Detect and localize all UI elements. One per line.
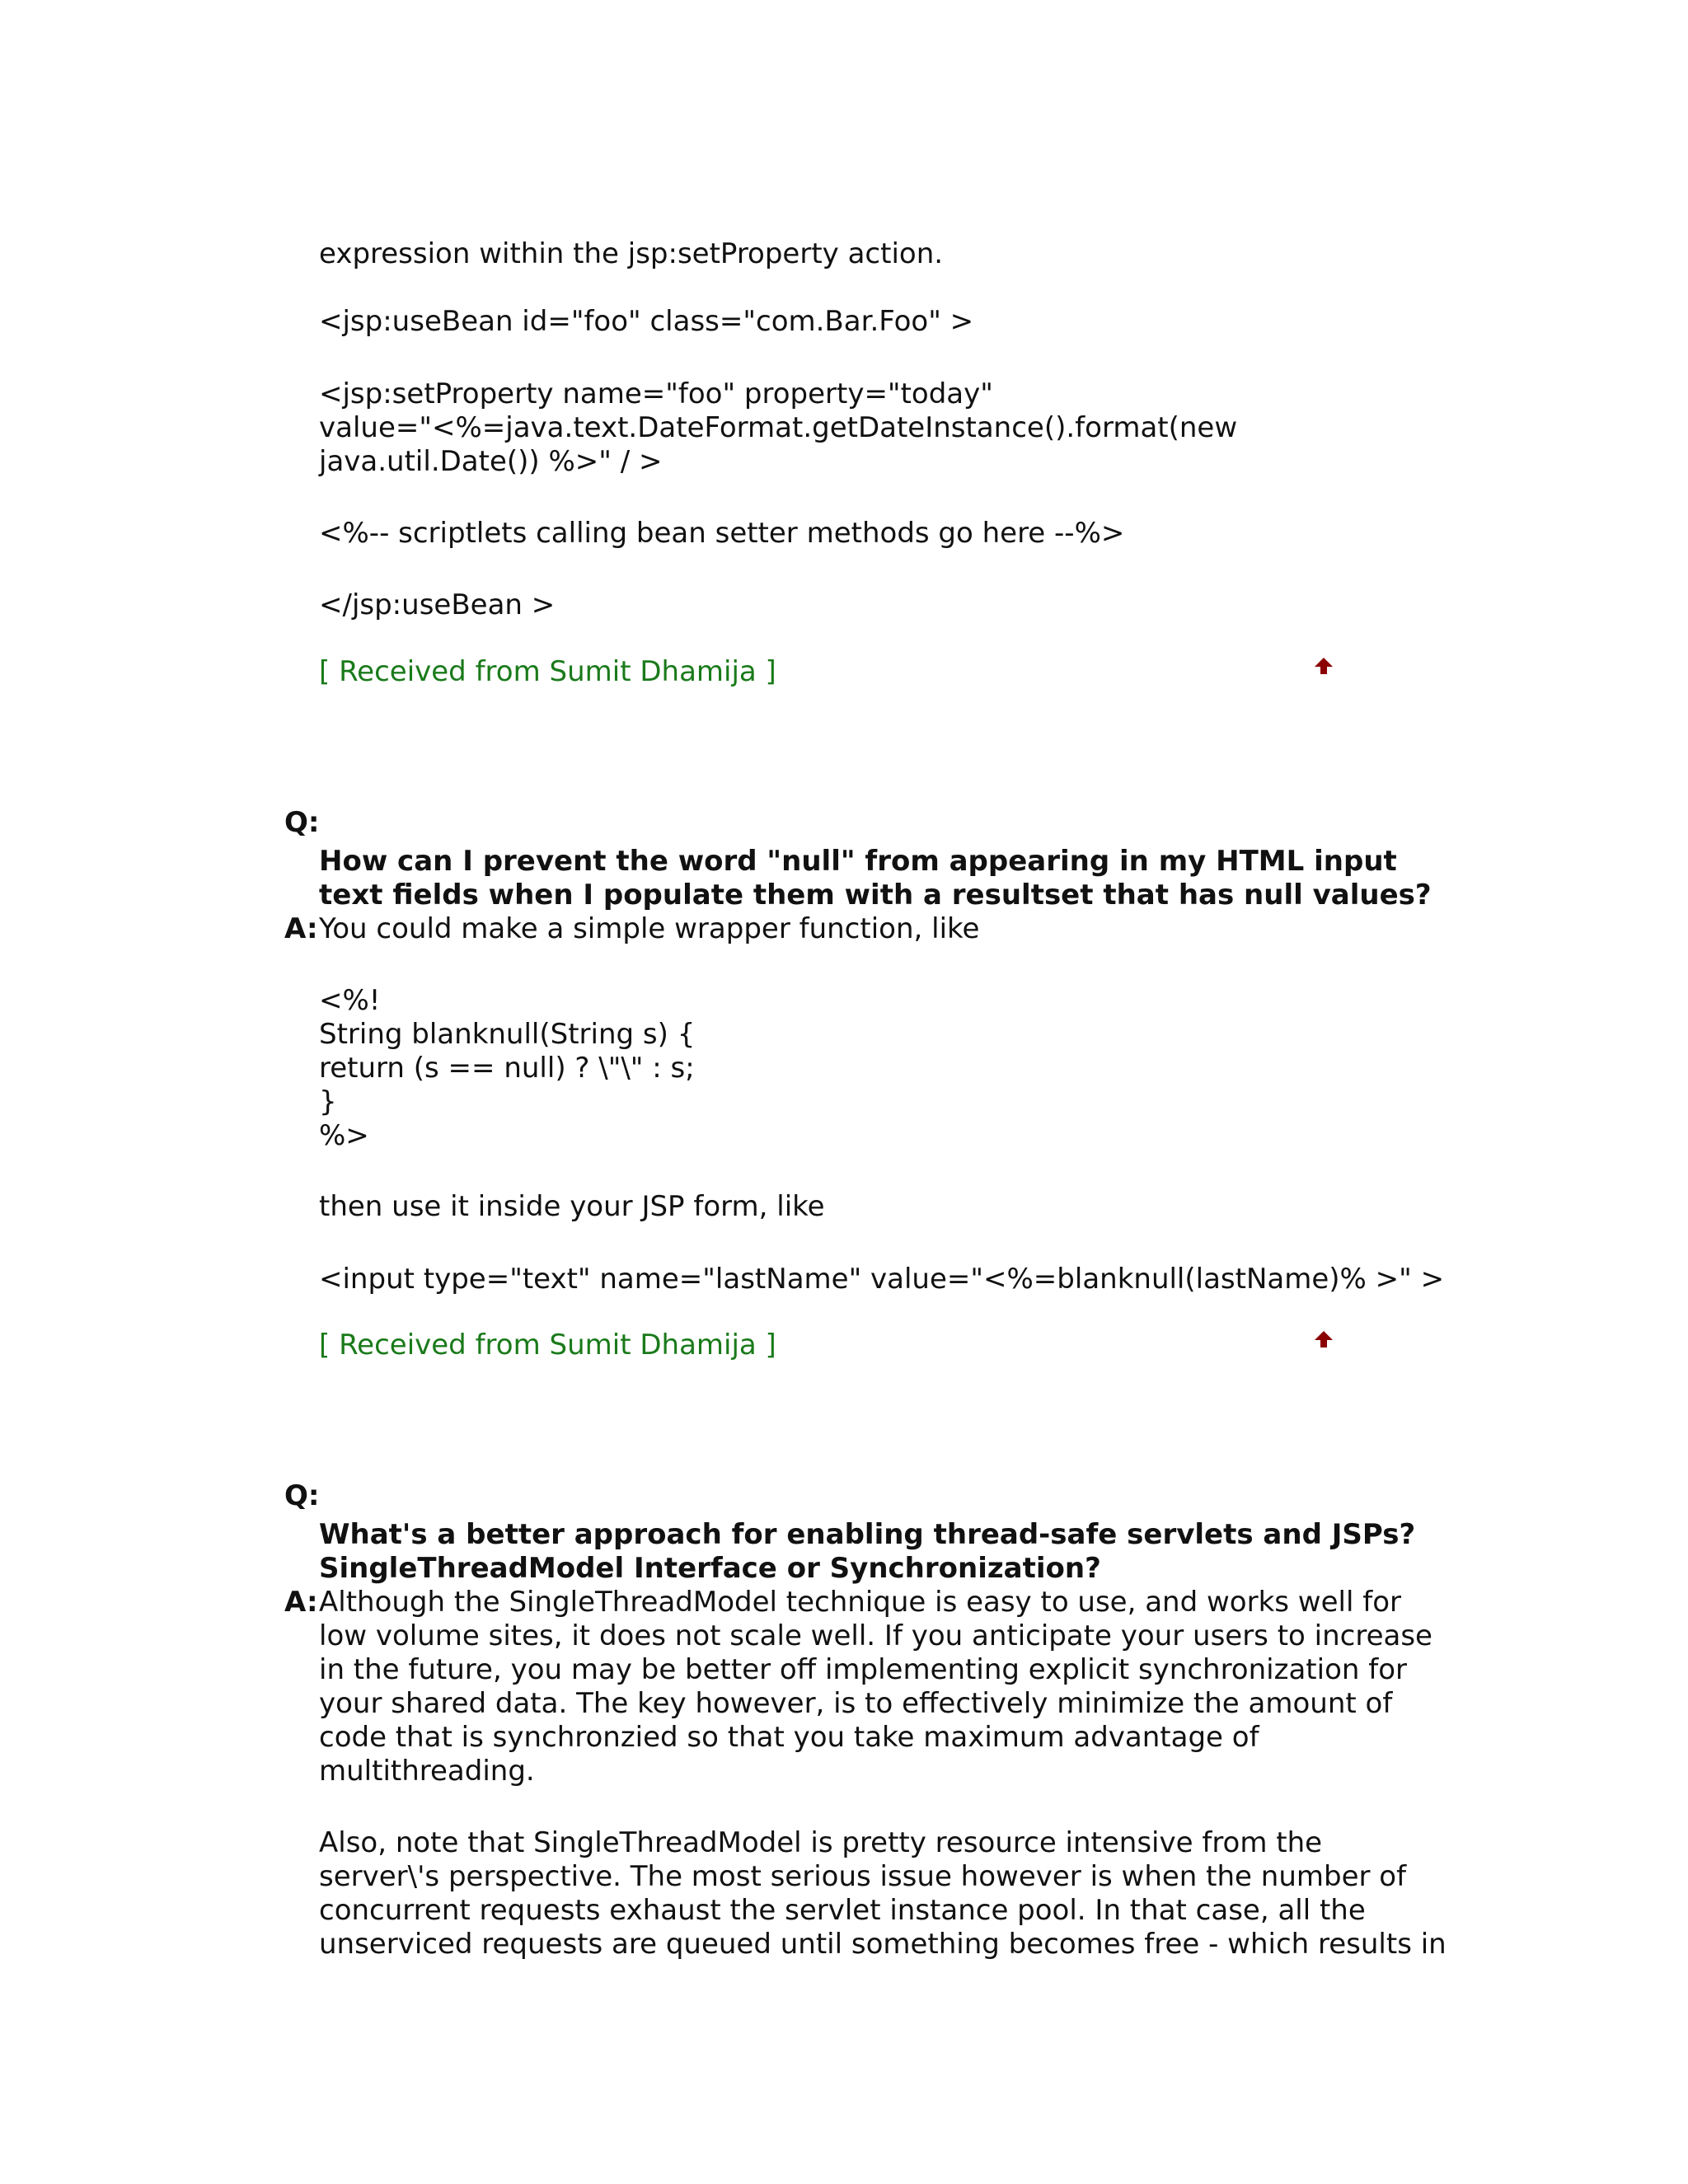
answer-text-line: in the future, you may be better off implementing explicit synchronization for <box>319 1653 1407 1686</box>
code-line: value="<%=java.text.DateFormat.getDateInstance().format(new <box>319 411 1238 444</box>
code-line: <jsp:useBean id="foo" class="com.Bar.Foo" > <box>319 305 974 338</box>
question-label: Q: <box>284 1479 320 1512</box>
code-line: } <box>319 1085 337 1118</box>
code-line: %> <box>319 1119 369 1152</box>
question-text-line: How can I prevent the word "null" from appearing in my HTML input <box>319 845 1397 878</box>
answer-label: A: <box>284 1586 318 1619</box>
answer-text-line: then use it inside your JSP form, like <box>319 1190 825 1223</box>
code-line: </jsp:useBean > <box>319 588 556 621</box>
code-line: <jsp:setProperty name="foo" property="today" <box>319 377 993 410</box>
answer-text-line: Although the SingleThreadModel technique is easy to use, and works well for <box>319 1586 1401 1619</box>
question-text-line: SingleThreadModel Interface or Synchronization? <box>319 1552 1101 1585</box>
answer-text-line: your shared data. The key however, is to effectively minimize the amount of <box>319 1687 1393 1720</box>
code-line: return (s == null) ? \"\" : s; <box>319 1052 695 1085</box>
answer-text-line: server\'s perspective. The most serious issue however is when the number of <box>319 1860 1407 1893</box>
question-text-line: What's a better approach for enabling thread-safe servlets and JSPs? <box>319 1518 1416 1551</box>
answer-text-line: code that is synchronzied so that you take maximum advantage of <box>319 1721 1259 1754</box>
code-line: String blanknull(String s) { <box>319 1018 696 1051</box>
credit-link[interactable]: [ Received from Sumit Dhamija ] <box>319 655 776 688</box>
answer-text-line: You could make a simple wrapper function, like <box>319 912 980 945</box>
answer-text-line: expression within the jsp:setProperty action. <box>319 237 944 270</box>
answer-text-line: Also, note that SingleThreadModel is pretty resource intensive from the <box>319 1826 1323 1859</box>
code-line: <%! <box>319 984 381 1017</box>
answer-label: A: <box>284 912 318 945</box>
answer-text-line: unserviced requests are queued until something becomes free - which results in <box>319 1928 1447 1961</box>
answer-text-line: multithreading. <box>319 1755 535 1788</box>
question-label: Q: <box>284 806 320 839</box>
question-text-line: text fields when I populate them with a resultset that has null values? <box>319 879 1432 912</box>
credit-link[interactable]: [ Received from Sumit Dhamija ] <box>319 1329 776 1361</box>
answer-text-line: concurrent requests exhaust the servlet instance pool. In that case, all the <box>319 1894 1366 1927</box>
code-line: java.util.Date()) %>" / > <box>319 445 663 478</box>
up-arrow-icon[interactable] <box>1313 656 1334 677</box>
answer-text-line: low volume sites, it does not scale well. If you anticipate your users to increase <box>319 1619 1432 1652</box>
code-line: <%-- scriptlets calling bean setter methods go here --%> <box>319 517 1125 550</box>
up-arrow-icon[interactable] <box>1313 1329 1334 1351</box>
code-line: <input type="text" name="lastName" value="<%=blanknull(lastName)% >" > <box>319 1263 1445 1296</box>
